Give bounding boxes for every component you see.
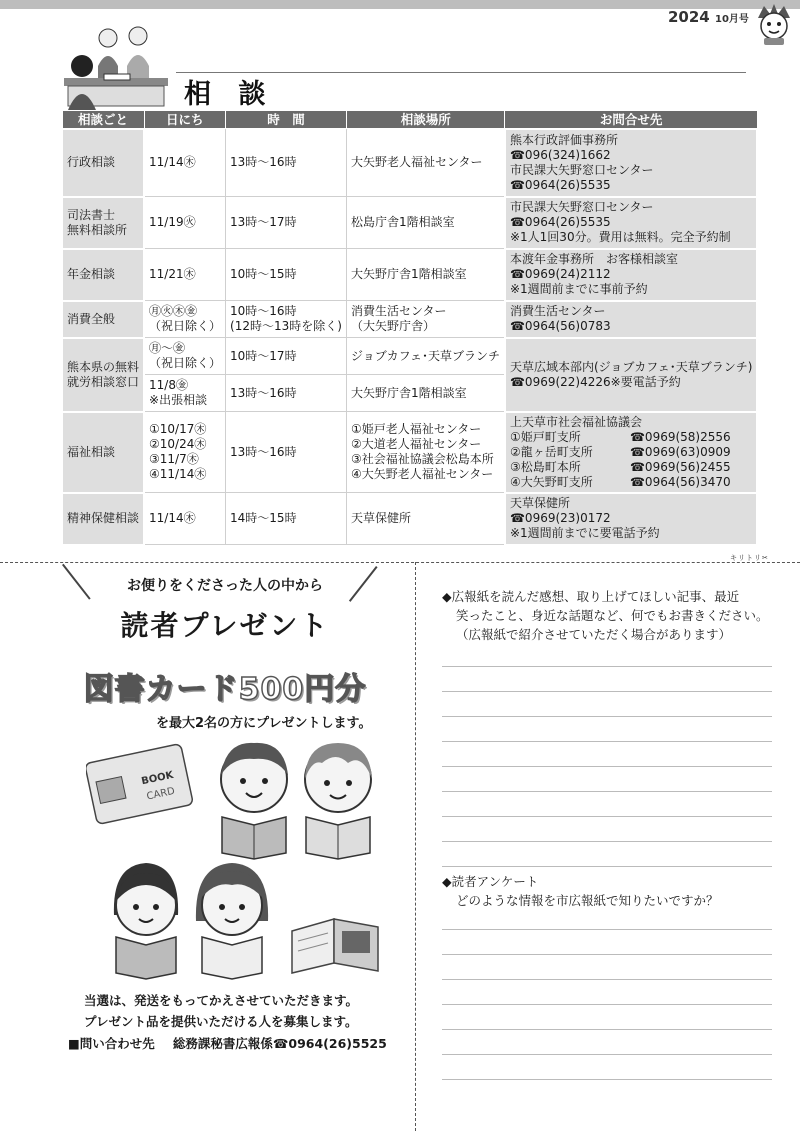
cut-line-horizontal — [0, 562, 800, 563]
cell-time: 13時〜16時 — [226, 412, 347, 493]
table-row — [62, 412, 757, 493]
cell-date: ㊊㊋㊍㊎ （祝日除く） — [144, 301, 226, 338]
card-title: 図書カード500円分 — [83, 672, 367, 707]
cell-time: 13時〜16時 — [226, 375, 347, 412]
cell-contact: 天草保健所 ☎0969(23)0172 ※1週間前までに要電話予約 — [505, 493, 757, 545]
table-row — [62, 301, 757, 338]
present-note — [84, 990, 358, 1032]
table-row — [62, 493, 757, 545]
cell-contact: 上天草市社会福祉協議会 ①姫戸町支所 ☎0969(58)2556 ②龍ヶ岳町支所 ☎0969(63)0909 ③松島町本所 ☎0969(56)2455 ④大矢野町支所 ☎0964(56)3470 — [505, 412, 757, 493]
cell-time: 13時〜16時 — [226, 129, 347, 197]
cell-date: 11/14㊍ — [144, 493, 226, 545]
cell-time: 10時〜15時 — [226, 249, 347, 301]
header-date: 日にち — [144, 111, 226, 129]
boy-reading-icon-1 — [221, 743, 288, 859]
issue-year: 2024 — [668, 8, 710, 26]
cell-date: 11/21㊍ — [144, 249, 226, 301]
section-title: 相 談 — [184, 79, 275, 110]
q2-body: どのような情報を市広報紙で知りたいですか？ — [456, 893, 719, 908]
header-time: 時 間 — [226, 111, 347, 129]
table-row — [62, 338, 757, 375]
cell-time: 10時〜16時 (12時〜13時を除く) — [226, 301, 347, 338]
cell-date: 11/14㊍ — [144, 129, 226, 197]
cell-place: ジョブカフェ･天草ブランチ — [346, 338, 505, 375]
cell-contact: 本渡年金事務所 お客様相談室 ☎0969(24)2112 ※1週間前までに事前予約 — [505, 249, 757, 301]
q2-title: ◆読者アンケート — [442, 874, 539, 889]
contact-value: 総務課秘書広報係☎0964(26)5525 — [172, 1036, 387, 1051]
boy-reading-icon-2 — [305, 743, 372, 859]
cell-topic: 消費全般 — [62, 301, 144, 338]
cut-line-vertical — [415, 562, 416, 1131]
present-contact — [68, 1034, 387, 1052]
cell-place: 松島庁舎1階相談室 — [346, 197, 505, 249]
consultation-table — [61, 110, 758, 546]
cell-contact: 消費生活センター ☎0964(56)0783 — [505, 301, 757, 338]
cell-contact: 天草広域本部内(ジョブカフェ･天草ブランチ) ☎0969(22)4226※要電話予約 — [505, 338, 757, 412]
book-card-icon — [86, 743, 193, 824]
cell-place: 大矢野老人福祉センター — [346, 129, 505, 197]
cell-place: 消費生活センター （大矢野庁舎） — [346, 301, 505, 338]
header-contact: お問合せ先 — [505, 111, 757, 129]
contact-label: ■問い合わせ先 — [68, 1036, 155, 1051]
present-sub: を最大2名の方にプレゼントします。 — [156, 716, 372, 731]
cell-time: 14時〜15時 — [226, 493, 347, 545]
cell-date: 11/19㊋ — [144, 197, 226, 249]
readers-illustration — [86, 735, 396, 980]
consultation-illustration — [64, 22, 168, 110]
girl-reading-icon-1 — [114, 863, 178, 979]
feedback-writing-lines[interactable] — [442, 642, 772, 867]
cell-topic: 行政相談 — [62, 129, 144, 197]
cell-place: 大矢野庁舎1階相談室 — [346, 249, 505, 301]
table-row — [62, 129, 757, 197]
cell-place: 大矢野庁舎1階相談室 — [346, 375, 505, 412]
cell-contact: 熊本行政評価事務所 ☎096(324)1662 市民課大矢野窓口センター ☎0964(26)5535 — [505, 129, 757, 197]
q1-line-1: ◆広報紙を読んだ感想、取り上げてほしい記事、最近 — [442, 589, 740, 604]
cell-topic: 精神保健相談 — [62, 493, 144, 545]
cell-time: 10時〜17時 — [226, 338, 347, 375]
table-row — [62, 197, 757, 249]
open-magazine-icon — [292, 919, 378, 973]
question-feedback — [442, 587, 782, 644]
girl-reading-icon-2 — [196, 863, 268, 979]
cell-place: ①姫戸老人福祉センター ②大道老人福祉センター ③社会福祉協議会松島本所 ④大矢野老人福祉センター — [346, 412, 505, 493]
present-note-1: 当選は、発送をもってかえさせていただきます。 — [84, 993, 359, 1008]
cut-line-label: キリトリ✂ — [730, 554, 769, 562]
cell-date: ①10/17㊍ ②10/24㊍ ③11/7㊍ ④11/14㊍ — [144, 412, 226, 493]
cell-topic: 年金相談 — [62, 249, 144, 301]
present-note-2: プレゼント品を提供いただける人を募集します。 — [84, 1014, 358, 1029]
table-row — [62, 249, 757, 301]
cell-topic: 熊本県の無料 就労相談窓口 — [62, 338, 144, 412]
issue-month: 10月号 — [714, 14, 749, 25]
cell-date: 11/8㊎ ※出張相談 — [144, 375, 226, 412]
cell-topic: 福祉相談 — [62, 412, 144, 493]
present-title: 読者プレゼント — [120, 609, 330, 642]
present-lead: お便りをくださった人の中から — [127, 578, 323, 594]
cell-date: ㊊〜㊎ （祝日除く） — [144, 338, 226, 375]
mascot-icon — [752, 2, 796, 46]
cell-place: 天草保健所 — [346, 493, 505, 545]
table-header-row — [62, 111, 757, 129]
svg-text:BOOK: BOOK — [140, 769, 175, 788]
header-place: 相談場所 — [346, 111, 505, 129]
cell-time: 13時〜17時 — [226, 197, 347, 249]
issue-label — [668, 8, 749, 26]
survey-writing-lines[interactable] — [442, 905, 772, 1080]
svg-text:CARD: CARD — [145, 785, 176, 803]
q1-line-3: （広報紙で紹介させていただく場合があります） — [456, 627, 732, 642]
cell-topic: 司法書士 無料相談所 — [62, 197, 144, 249]
q1-line-2: 笑ったこと、身近な話題など、何でもお書きください。 — [456, 608, 769, 623]
header-topic: 相談ごと — [62, 111, 144, 129]
cell-contact: 市民課大矢野窓口センター ☎0964(26)5535 ※1人1回30分。費用は無料。完全予約制 — [505, 197, 757, 249]
